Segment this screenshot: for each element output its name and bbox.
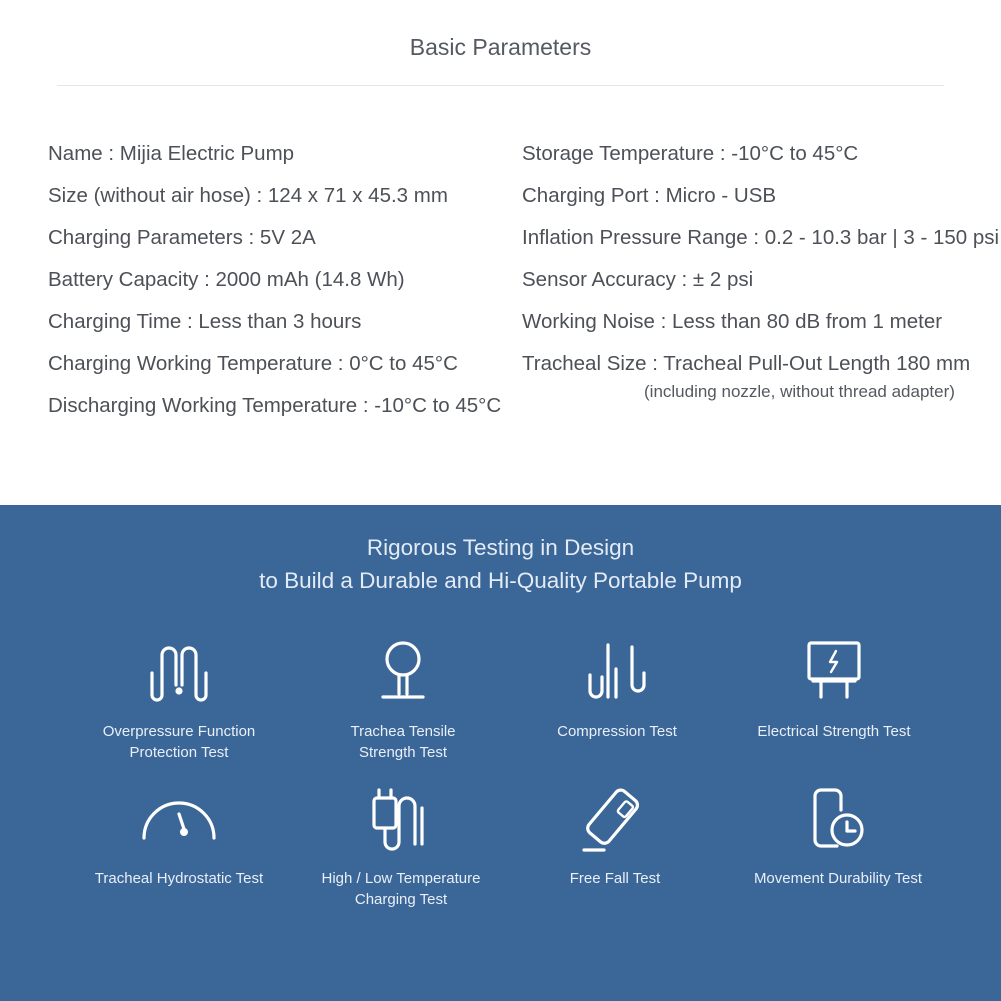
param-name: Name : Mijia Electric Pump <box>48 142 295 165</box>
test-label: Compression Test <box>557 723 677 740</box>
param-discharging-temperature: Discharging Working Temperature : -10°C to 45°C <box>48 394 502 417</box>
compression-icon <box>582 637 652 707</box>
test-tensile <box>293 637 513 763</box>
testing-section <box>0 505 1001 1001</box>
free-fall-icon <box>580 788 650 858</box>
test-label: Strength Test <box>358 744 448 761</box>
test-electrical <box>724 637 944 742</box>
param-storage-temperature: Storage Temperature : -10°C to 45°C <box>522 142 859 165</box>
test-label: High / Low Temperature <box>321 870 481 887</box>
temperature-cable-icon <box>366 788 436 858</box>
params-left-column <box>48 140 501 434</box>
param-size: Size (without air hose) : 124 x 71 x 45.3 mm <box>48 184 448 207</box>
test-free-fall <box>505 788 725 889</box>
param-sensor-accuracy: Sensor Accuracy : ± 2 psi <box>522 268 754 291</box>
test-label: Electrical Strength Test <box>757 723 911 740</box>
test-temperature <box>291 788 511 910</box>
testing-heading-line1: Rigorous Testing in Design <box>366 535 635 560</box>
divider <box>57 85 944 86</box>
param-charging-parameters: Charging Parameters : 5V 2A <box>48 226 316 249</box>
test-label: Protection Test <box>129 744 229 761</box>
param-inflation-pressure: Inflation Pressure Range : 0.2 - 10.3 bar | 3 - 150 psi <box>522 226 1000 249</box>
electrical-icon <box>799 637 869 707</box>
gauge-icon <box>139 788 219 850</box>
section-title: Basic Parameters <box>409 34 592 60</box>
test-movement <box>728 788 948 889</box>
test-label: Tracheal Hydrostatic Test <box>94 870 264 887</box>
param-charging-temperature: Charging Working Temperature : 0°C to 45°C <box>48 352 458 375</box>
test-hydrostatic <box>69 788 289 889</box>
test-label: Movement Durability Test <box>753 870 923 887</box>
tracheal-size-note: (including nozzle, without thread adapter) <box>644 382 955 401</box>
testing-heading-line2: to Build a Durable and Hi-Quality Portable Pump <box>259 568 742 593</box>
param-tracheal-size: Tracheal Size : Tracheal Pull-Out Length 180 mm <box>522 352 971 375</box>
params-right-column <box>522 140 999 392</box>
overpressure-icon <box>144 637 214 707</box>
test-label: Trachea Tensile <box>350 723 456 740</box>
clock-device-icon <box>803 788 873 858</box>
test-label: Free Fall Test <box>569 870 661 887</box>
test-label: Overpressure Function <box>102 723 256 740</box>
test-overpressure <box>69 637 289 763</box>
test-compression <box>507 637 727 742</box>
param-working-noise: Working Noise : Less than 80 dB from 1 meter <box>522 310 943 333</box>
param-charging-time: Charging Time : Less than 3 hours <box>48 310 362 333</box>
tensile-icon <box>368 637 438 707</box>
param-charging-port: Charging Port : Micro - USB <box>522 184 777 207</box>
param-battery-capacity: Battery Capacity : 2000 mAh (14.8 Wh) <box>48 268 405 291</box>
test-label: Charging Test <box>354 891 448 908</box>
